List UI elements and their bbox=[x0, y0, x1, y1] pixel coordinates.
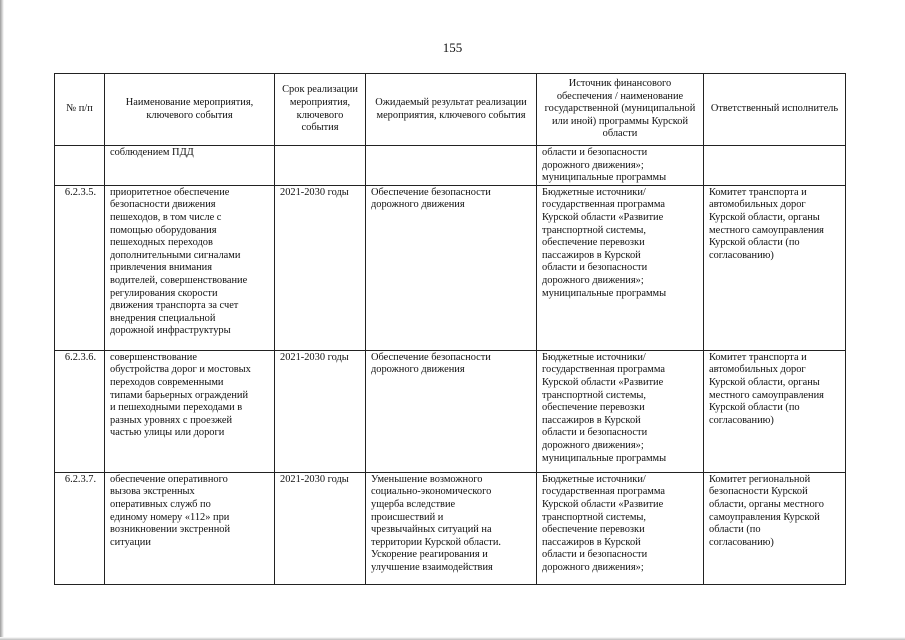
row-name: совершенствование обустройства дорог и мостовых переходов современными типами барьерных ограждений и пешеходными переходами в разных уровнях с проезжей частью улицы или дороги bbox=[105, 350, 275, 472]
row-executor: Комитет региональной безопасности Курской области, органы местного самоуправления Курской области (по согласованию) bbox=[704, 472, 846, 584]
table-header-row bbox=[55, 74, 846, 146]
row-executor bbox=[704, 146, 846, 186]
row-source: Бюджетные источники/ государственная программа Курской области «Развитие транспортной системы, обеспечение перевозки пассажиров в Курской области и безопасности дорожного движения»; bbox=[537, 472, 704, 584]
header-result: Ожидаемый результат реализации мероприятия, ключевого события bbox=[366, 74, 537, 146]
table-row bbox=[55, 146, 846, 186]
row-result: Обеспечение безопасности дорожного движения bbox=[366, 350, 537, 472]
page-number: 155 bbox=[442, 40, 463, 55]
measures-table bbox=[54, 73, 846, 585]
row-source: Бюджетные источники/ государственная программа Курской области «Развитие транспортной системы, обеспечение перевозки пассажиров в Курской области и безопасности дорожного движения»; муниципальные программы bbox=[537, 185, 704, 350]
row-result bbox=[366, 146, 537, 186]
header-num: № п/п bbox=[55, 74, 105, 146]
row-executor: Комитет транспорта и автомобильных дорог Курской области, органы местного самоуправления Курской области (по согласованию) bbox=[704, 350, 846, 472]
row-result: Обеспечение безопасности дорожного движения bbox=[366, 185, 537, 350]
header-name: Наименование мероприятия, ключевого события bbox=[105, 74, 275, 146]
header-term: Срок реализации мероприятия, ключевого события bbox=[275, 74, 366, 146]
row-result: Уменьшение возможного социально-экономического ущерба вследствие происшествий и чрезвычайных ситуаций на территории Курской области. Ускорение реагирования и улучшение взаимодействия bbox=[366, 472, 537, 584]
table-row bbox=[55, 185, 846, 350]
row-source: области и безопасности дорожного движения»; муниципальные программы bbox=[537, 146, 704, 186]
row-executor: Комитет транспорта и автомобильных дорог Курской области, органы местного самоуправления Курской области (по согласованию) bbox=[704, 185, 846, 350]
row-name: соблюдением ПДД bbox=[105, 146, 275, 186]
row-term: 2021-2030 годы bbox=[275, 350, 366, 472]
scan-shadow-left bbox=[0, 0, 4, 640]
row-source: Бюджетные источники/ государственная программа Курской области «Развитие транспортной системы, обеспечение перевозки пассажиров в Курской области и безопасности дорожного движения»; муниципальные программы bbox=[537, 350, 704, 472]
row-name: приоритетное обеспечение безопасности движения пешеходов, в том числе с помощью оборудования пешеходных переходов дополнительными сигналами привлечения внимания водителей, совершенствование регулирования скорости движения транспорта за счет внедрения специальной дорожной инфраструктуры bbox=[105, 185, 275, 350]
header-source: Источник финансового обеспечения / наименование государственной (муниципальной или иной) программы Курской области bbox=[537, 74, 704, 146]
table-row bbox=[55, 472, 846, 584]
row-number: 6.2.3.6. bbox=[55, 350, 105, 472]
table-row bbox=[55, 350, 846, 472]
header-executor: Ответственный исполнитель bbox=[704, 74, 846, 146]
row-number bbox=[55, 146, 105, 186]
row-number: 6.2.3.5. bbox=[55, 185, 105, 350]
row-name: обеспечение оперативного вызова экстренных оперативных служб по единому номеру «112» при возникновении экстренной ситуации bbox=[105, 472, 275, 584]
row-term bbox=[275, 146, 366, 186]
row-number: 6.2.3.7. bbox=[55, 472, 105, 584]
row-term: 2021-2030 годы bbox=[275, 472, 366, 584]
row-term: 2021-2030 годы bbox=[275, 185, 366, 350]
